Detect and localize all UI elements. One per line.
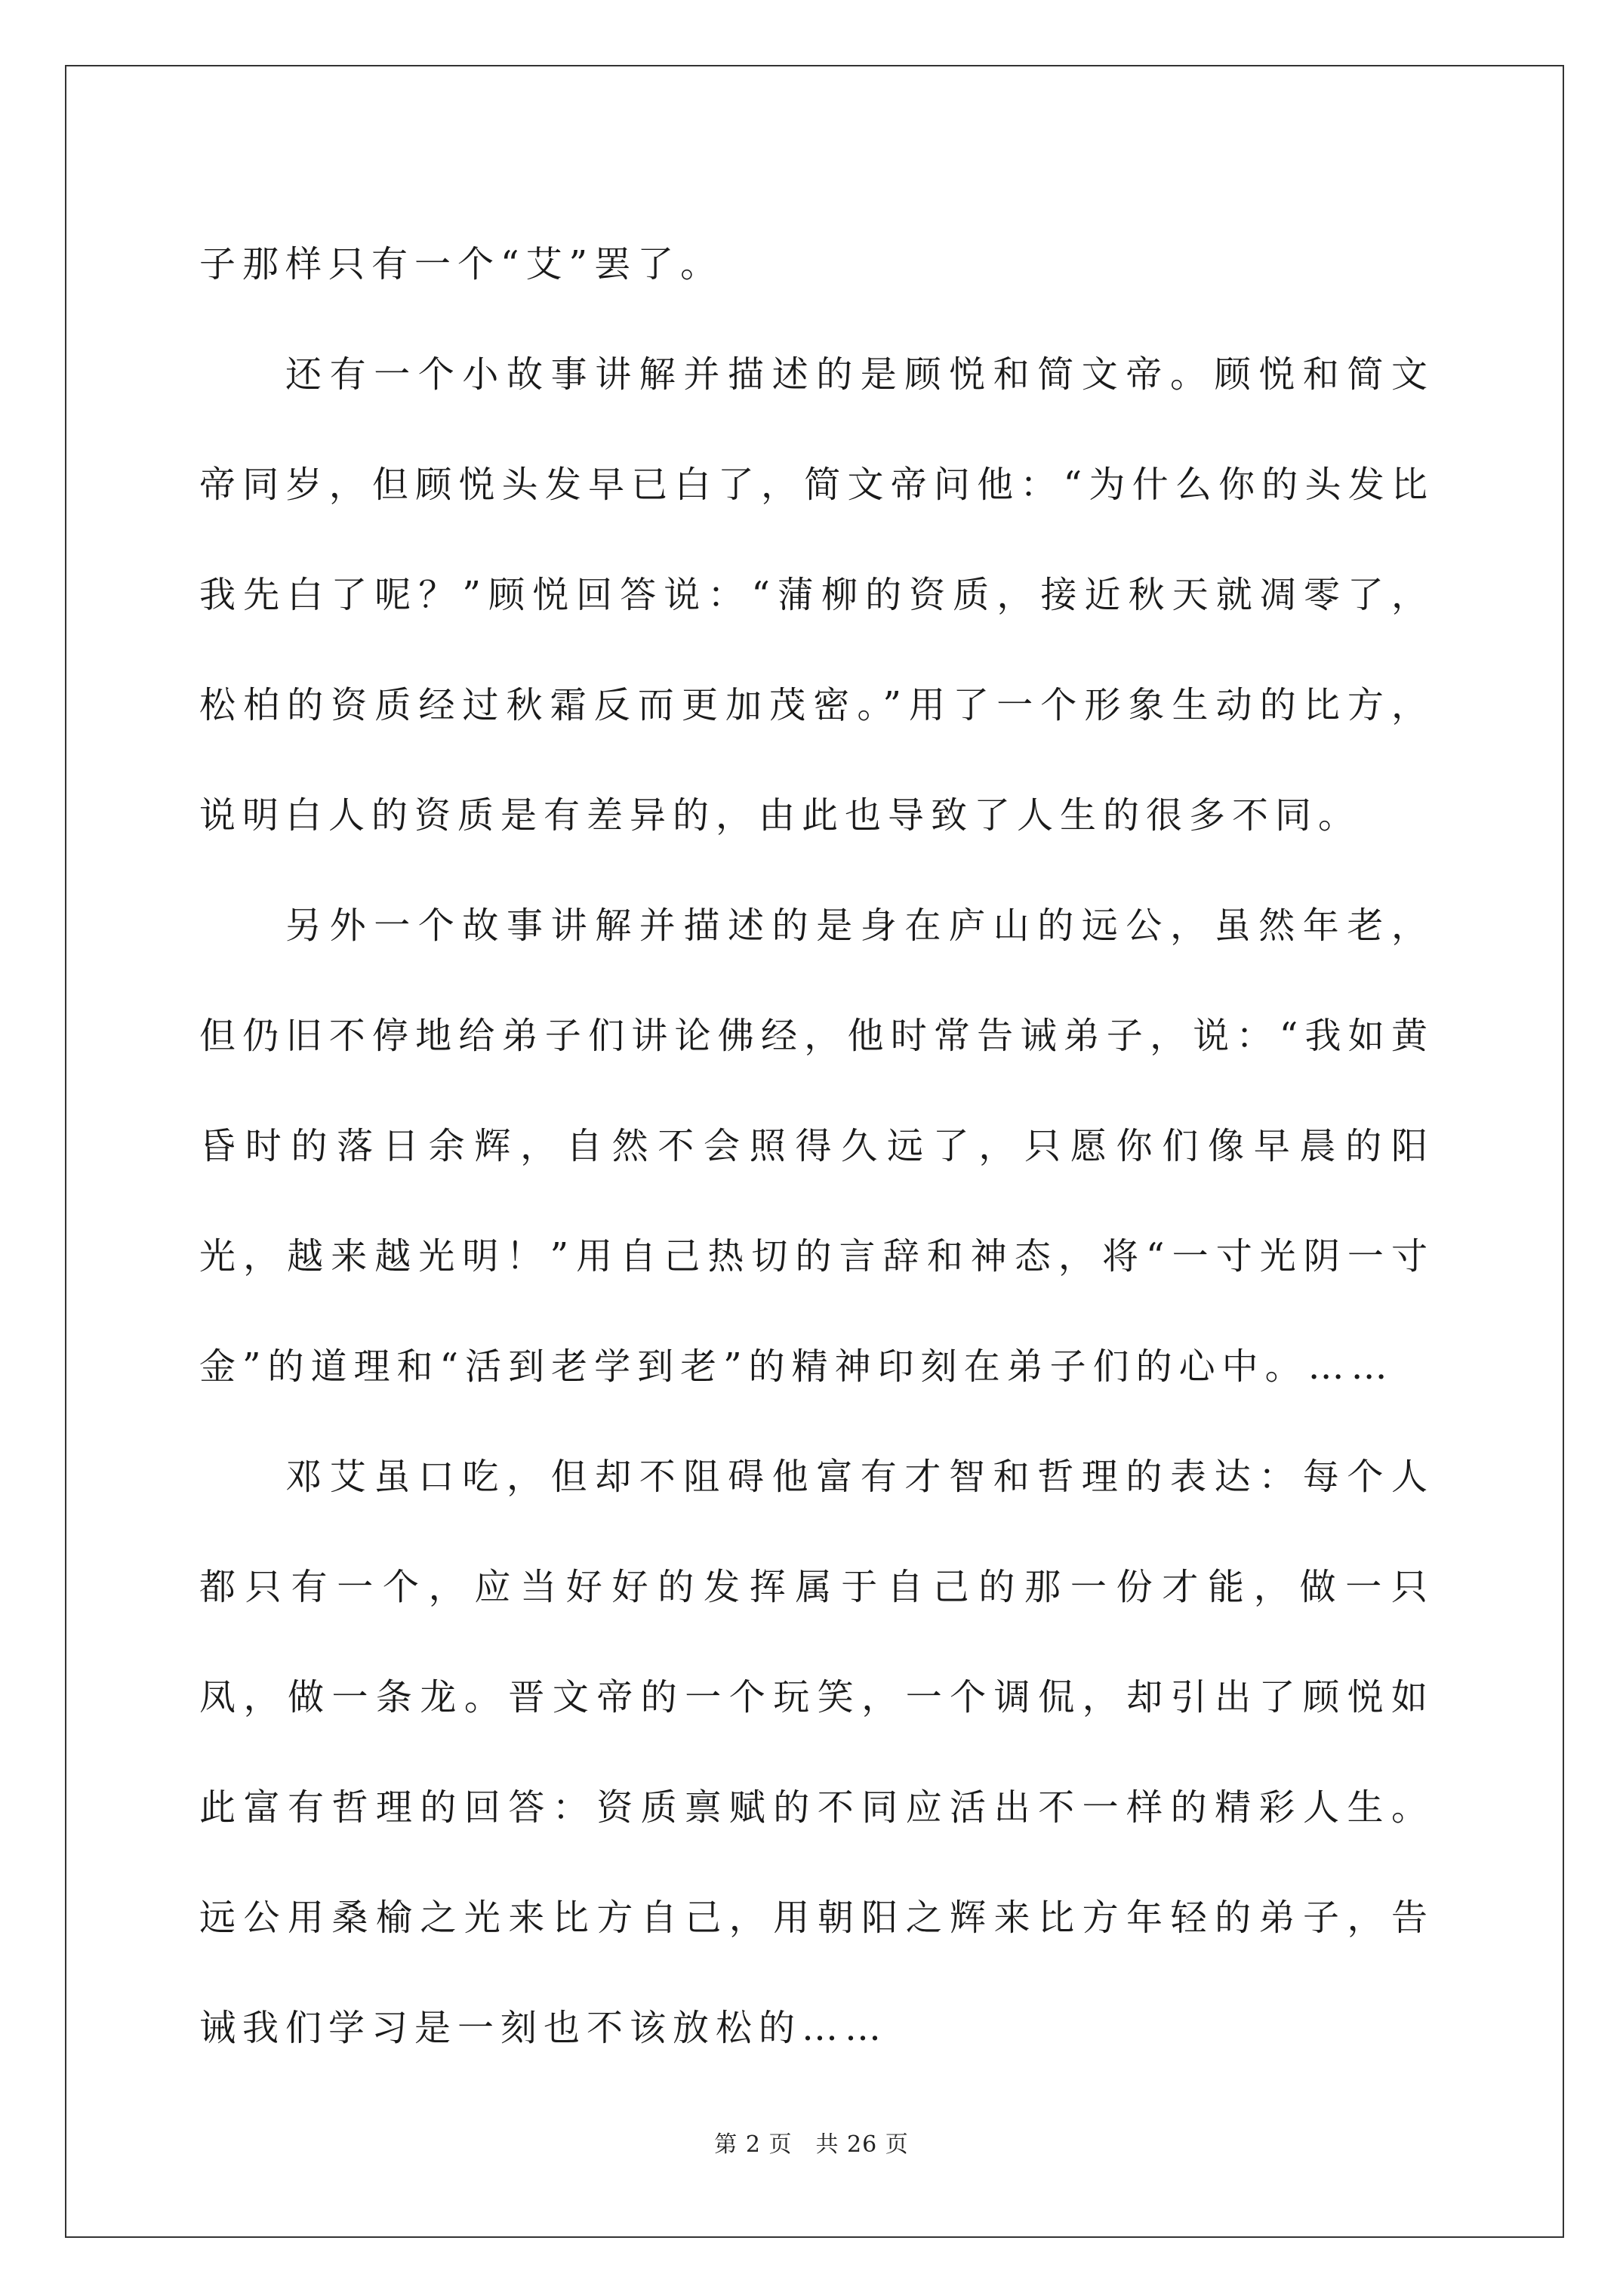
paragraph-4: 邓艾虽口吃，但却不阻碍他富有才智和哲理的表达：每个人都只有一个，应当好好的发挥属于自己的那一份才能，做一只凤，做一条龙。晋文帝的一个玩笑，一个调侃，却引出了顾悦如此富有哲理的回答：资质禀赋的不同应活出不一样的精彩人生。远公用桑榆之光来比方自己，用朝阳之辉来比方年轻的弟子，告诫我们学习是一刻也不该放松的…… xyxy=(199,1456,1434,2049)
paragraph-1: 子那样只有一个“艾”罢了。 xyxy=(199,243,724,285)
paragraph-2: 还有一个小故事讲解并描述的是顾悦和简文帝。顾悦和简文帝同岁，但顾悦头发早已白了，简文帝问他：“为什么你的头发比我先白了呢？”顾悦回答说：“蒲柳的资质，接近秋天就凋零了，松柏的资质经过秋霜反而更加茂密。”用了一个形象生动的比方，说明白人的资质是有差异的，由此也导致了人生的很多不同。 xyxy=(199,353,1434,837)
document-body xyxy=(199,209,1434,2083)
paragraph-3: 另外一个故事讲解并描述的是身在庐山的远公，虽然年老，但仍旧不停地给弟子们讲论佛经，他时常告诫弟子，说：“我如黄昏时的落日余辉，自然不会照得久远了，只愿你们像早晨的阳光，越来越光明！”用自己热切的言辞和神态，将“一寸光阴一寸金”的道理和“活到老学到老”的精神印刻在弟子们的心中。…… xyxy=(199,905,1434,1388)
page-number-footer: 第 2 页 共 26 页 xyxy=(714,2131,909,2158)
